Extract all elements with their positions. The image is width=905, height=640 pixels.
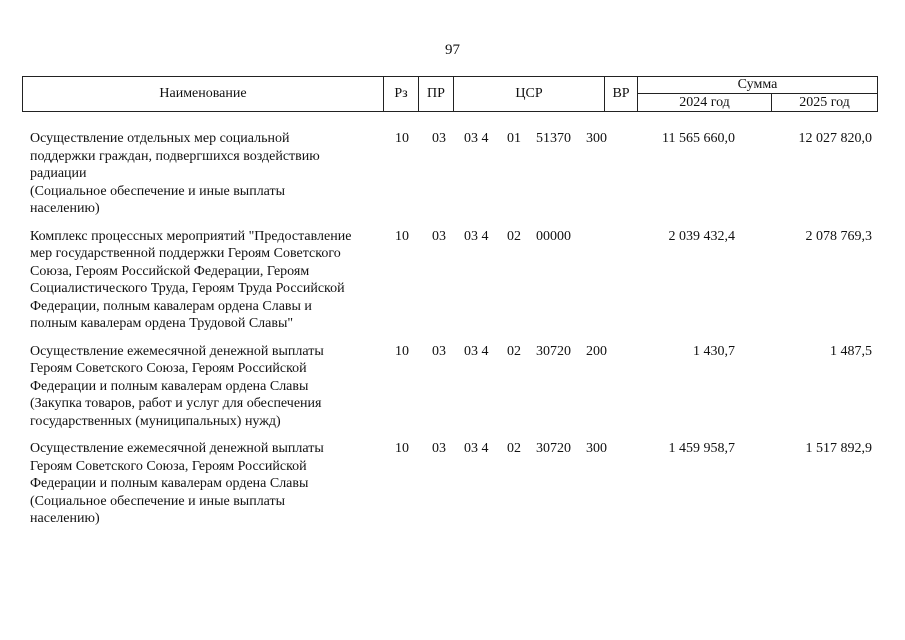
row-name-line: населению) [30, 201, 100, 216]
row-csr-program: 03 4 [464, 228, 489, 244]
row-name-line: (Социальное обеспечение и иные выплаты [30, 493, 286, 509]
row-name [30, 343, 380, 431]
table-row [0, 343, 905, 431]
row-name-line: Героям Советского Союза, Героям Российской [30, 361, 307, 376]
row-vr: 300 [586, 131, 607, 146]
row-csr-code: 30720 [536, 343, 571, 359]
row-pr: 03 [432, 441, 446, 456]
row-name [30, 228, 380, 333]
header-name: Наименование [23, 77, 384, 111]
row-sum-2025: 2 078 769,3 [805, 228, 872, 244]
row-name-line: Героям Советского Союза, Героям Российской [30, 458, 307, 474]
header-vr: ВР [605, 77, 638, 111]
row-name [30, 440, 380, 528]
row-csr-code: 00000 [536, 228, 571, 244]
row-csr-sub: 02 [507, 441, 521, 456]
row-name-line: Осуществление ежемесячной денежной выплаты [30, 441, 324, 456]
row-name-line: поддержки граждан, подвергшихся воздействию [30, 148, 320, 164]
row-pr: 03 [432, 228, 446, 244]
row-csr-sub: 01 [507, 131, 521, 146]
row-name-line: Федерации и полным кавалерам ордена Славы [30, 476, 309, 491]
row-name-line: Комплекс процессных мероприятий "Предоставление [30, 228, 352, 244]
table-body [0, 130, 905, 538]
row-name-line: населению) [30, 511, 100, 526]
row-name-line: радиации [30, 166, 87, 181]
row-sum-2025: 1 487,5 [830, 343, 872, 359]
page-number: 97 [445, 42, 460, 58]
row-csr-sub: 02 [507, 343, 521, 359]
row-csr-program: 03 4 [464, 441, 489, 456]
row-sum-2024: 11 565 660,0 [662, 131, 735, 146]
row-csr-sub: 02 [507, 228, 521, 244]
row-vr: 200 [586, 343, 607, 359]
row-rz: 10 [395, 441, 409, 456]
row-sum-2025: 1 517 892,9 [805, 441, 872, 456]
table-row [0, 228, 905, 333]
header-year-2024: 2024 год [638, 94, 772, 111]
row-name [30, 130, 380, 218]
row-name-line: Осуществление отдельных мер социальной [30, 131, 290, 146]
row-pr: 03 [432, 343, 446, 359]
row-csr-program: 03 4 [464, 343, 489, 359]
row-name-line: Федерации, полным кавалерам ордена Славы и [30, 298, 312, 314]
row-name-line: Социалистического Труда, Героям Труда Российской [30, 281, 345, 296]
row-sum-2025: 12 027 820,0 [798, 131, 872, 146]
row-name-line: Осуществление ежемесячной денежной выплаты [30, 343, 324, 359]
row-vr: 300 [586, 441, 607, 456]
header-pr: ПР [419, 77, 454, 111]
row-csr-code: 30720 [536, 441, 571, 456]
row-name-line: (Социальное обеспечение и иные выплаты [30, 183, 286, 199]
row-name-line: мер государственной поддержки Героям Советского [30, 246, 341, 261]
row-name-line: Федерации и полным кавалерам ордена Славы [30, 378, 309, 394]
row-name-line: (Закупка товаров, работ и услуг для обеспечения [30, 396, 322, 411]
table-row [0, 440, 905, 528]
row-csr-program: 03 4 [464, 131, 489, 146]
row-csr-code: 51370 [536, 131, 571, 146]
header-rz: Рз [384, 77, 419, 111]
header-year-2025: 2025 год [799, 94, 850, 110]
row-rz: 10 [395, 228, 409, 244]
header-csr: ЦСР [454, 77, 605, 111]
row-name-line: Союза, Героям Российской Федерации, Героям [30, 263, 310, 279]
row-sum-2024: 1 430,7 [693, 343, 735, 359]
row-pr: 03 [432, 131, 446, 146]
row-rz: 10 [395, 131, 409, 146]
row-sum-2024: 1 459 958,7 [668, 441, 735, 456]
row-rz: 10 [395, 343, 409, 359]
row-sum-2024: 2 039 432,4 [668, 228, 735, 244]
table-row [0, 130, 905, 218]
header-sum: Сумма [638, 77, 877, 94]
row-name-line: государственных (муниципальных) нужд) [30, 413, 281, 429]
row-name-line: полным кавалерам ордена Трудовой Славы" [30, 316, 294, 331]
table-header [22, 76, 878, 112]
header-sum-group [638, 77, 877, 111]
